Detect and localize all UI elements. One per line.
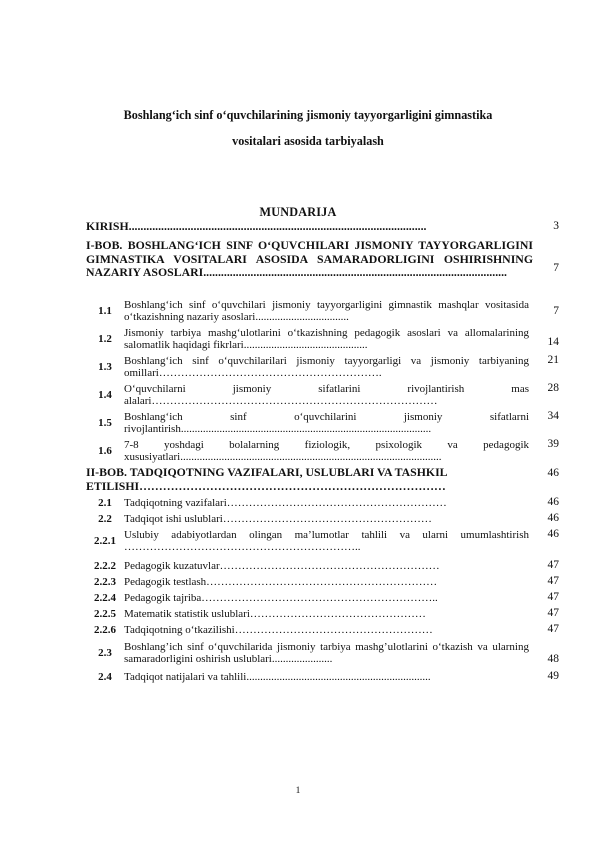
toc-entry-page: 39 <box>547 438 559 450</box>
toc-entry-1-2 <box>86 325 559 353</box>
toc-entry-page: 14 <box>547 336 559 348</box>
toc-entry-text: KIRISH..................................................................................................... <box>86 220 427 233</box>
toc-entry-code: 1.1 <box>98 305 112 317</box>
toc-entry-page: 47 <box>547 607 559 619</box>
toc-entry-2-2-6 <box>86 622 559 638</box>
table-of-contents <box>86 220 559 686</box>
toc-entry-text: Tadqiqot natijalari va tahlili................................................................... <box>124 670 431 683</box>
toc-entry-2-2-3 <box>86 574 559 590</box>
toc-entry-page: 46 <box>547 512 559 524</box>
toc-entry-page: 47 <box>547 591 559 603</box>
toc-entry-page: 28 <box>547 382 559 394</box>
toc-entry-2-2 <box>86 511 559 527</box>
toc-entry-code: 2.2.6 <box>94 624 116 636</box>
toc-entry-1-1 <box>86 297 559 325</box>
toc-entry-code: 2.2.4 <box>94 592 116 604</box>
toc-entry-text: Uslubiy adabiyotlardan olingan ma’lumotlar tahlili va ularni umumlashtirish ……………………………………………………….. <box>124 528 529 553</box>
toc-entry-code: 2.2.5 <box>94 608 116 620</box>
toc-entry-1-6 <box>86 437 559 465</box>
toc-entry-text: Boshlang’ich sinf o‘quvchilarida jismoniy tarbiya mashg’ulotlarini o‘tkazish va ularning samaradorligini oshirish uslublari...................... <box>124 640 529 665</box>
toc-entry-page: 46 <box>547 528 559 540</box>
toc-entry-2-2-4 <box>86 590 559 606</box>
toc-entry-page: 47 <box>547 575 559 587</box>
document-title-line-2: vositalari asosida tarbiyalash <box>232 134 384 148</box>
toc-entry-1-3 <box>86 353 559 381</box>
toc-entry-page: 7 <box>553 305 559 317</box>
toc-entry-text: O‘quvchilarni jismoniy sifatlarini rivojlantirish mas alalari…………………………………………………………………… <box>124 382 529 407</box>
toc-entry-page: 47 <box>547 623 559 635</box>
toc-entry-page: 3 <box>553 220 559 232</box>
toc-entry-code: 2.2.3 <box>94 576 116 588</box>
toc-entry-code: 1.4 <box>98 389 112 401</box>
toc-entry-code: 2.3 <box>98 647 112 659</box>
toc-entry-2-2-5 <box>86 606 559 622</box>
toc-entry-text: Pedagogik tajriba……………………………………………………….. <box>124 591 438 604</box>
toc-entry-text: II-BOB. TADQIQOTNING VAZIFALARI, USLUBLARI VA TASHKIL ETILISHI…………………………………………………………………… <box>86 466 447 493</box>
toc-entry-text: Boshlang‘ich sinf o‘quvchilari jismoniy tayyorgarligini gimnastik mashqlar vositasida o‘tkazishning nazariy asoslari.................................. <box>124 298 529 323</box>
toc-entry-text: Matematik statistik uslublari………………………………………… <box>124 607 426 620</box>
toc-heading: MUNDARIJA <box>259 205 337 219</box>
toc-entry-text: Tadqiqot ishi uslublari………………………………………………… <box>124 512 432 525</box>
toc-entry-page: 48 <box>547 653 559 665</box>
toc-entry-text: Tadqiqotning o‘tkazilishi……………………………………………… <box>124 623 433 636</box>
toc-entry-2-1 <box>86 495 559 511</box>
toc-entry-page: 46 <box>547 467 559 479</box>
toc-entry-page: 49 <box>547 670 559 682</box>
toc-entry-code: 1.2 <box>98 333 112 345</box>
document-title-line-1: Boshlang‘ich sinf o‘quvchilarining jismoniy tayyorgarligini gimnastika <box>123 108 493 122</box>
toc-entry-chapter-1 <box>86 239 559 297</box>
toc-entry-code: 2.4 <box>98 671 112 683</box>
toc-entry-page: 21 <box>547 354 559 366</box>
toc-entry-text: Jismoniy tarbiya mashg‘ulotlarini o‘tkazishning pedagogik asoslari va allomalarining salomatlik haqidagi fikrlari............................................. <box>124 326 529 351</box>
page-number: 1 <box>295 786 301 796</box>
toc-entry-code: 1.6 <box>98 445 112 457</box>
toc-entry-text: Tadqiqotning vazifalari…………………………………………………… <box>124 496 447 509</box>
toc-entry-page: 34 <box>547 410 559 422</box>
toc-entry-text: 7-8 yoshdagi bolalarning fiziologik, psixologik va pedagogik xususiyatlari............................................................................................... <box>124 438 529 463</box>
toc-entry-text: Pedagogik testlash……………………………………………………… <box>124 575 438 588</box>
toc-entry-1-5 <box>86 409 559 437</box>
toc-entry-1-4 <box>86 381 559 409</box>
toc-entry-2-3 <box>86 638 559 668</box>
toc-entry-page: 7 <box>553 262 559 274</box>
toc-entry-chapter-2 <box>86 465 559 495</box>
toc-entry-2-4 <box>86 668 559 686</box>
toc-entry-code: 2.2.1 <box>94 535 116 547</box>
toc-entry-code: 1.5 <box>98 417 112 429</box>
toc-entry-page: 47 <box>547 559 559 571</box>
toc-entry-text: Boshlang‘ich sinf o‘quvchilarini jismoniy sifatlarni rivojlantirish........................................................................................... <box>124 410 529 435</box>
toc-entry-code: 2.2 <box>98 513 112 525</box>
toc-entry-page: 46 <box>547 496 559 508</box>
toc-entry-intro <box>86 220 559 234</box>
toc-entry-code: 1.3 <box>98 361 112 373</box>
toc-entry-text: I-BOB. BOSHLANG‘ICH SINF O‘QUVCHILARI JISMONIY TAYYORGARLIGINI GIMNASTIKA VOSITALARI ASOSIDA SAMARADORLIGINI OSHIRISHNING NAZARIY ASOSLARI....................................................................................................... <box>86 239 533 279</box>
toc-entry-text: Boshlang‘ich sinf o‘quvchilarilari jismoniy tayyorgarligi va jismoniy tarbiyaning omillari……………………………………………………. <box>124 354 529 379</box>
toc-entry-text: Pedagogik kuzatuvlar…………………………………………………… <box>124 559 440 572</box>
toc-entry-2-2-1 <box>86 527 559 555</box>
toc-entry-2-2-2 <box>86 558 559 574</box>
toc-entry-code: 2.1 <box>98 497 112 509</box>
toc-entry-code: 2.2.2 <box>94 560 116 572</box>
